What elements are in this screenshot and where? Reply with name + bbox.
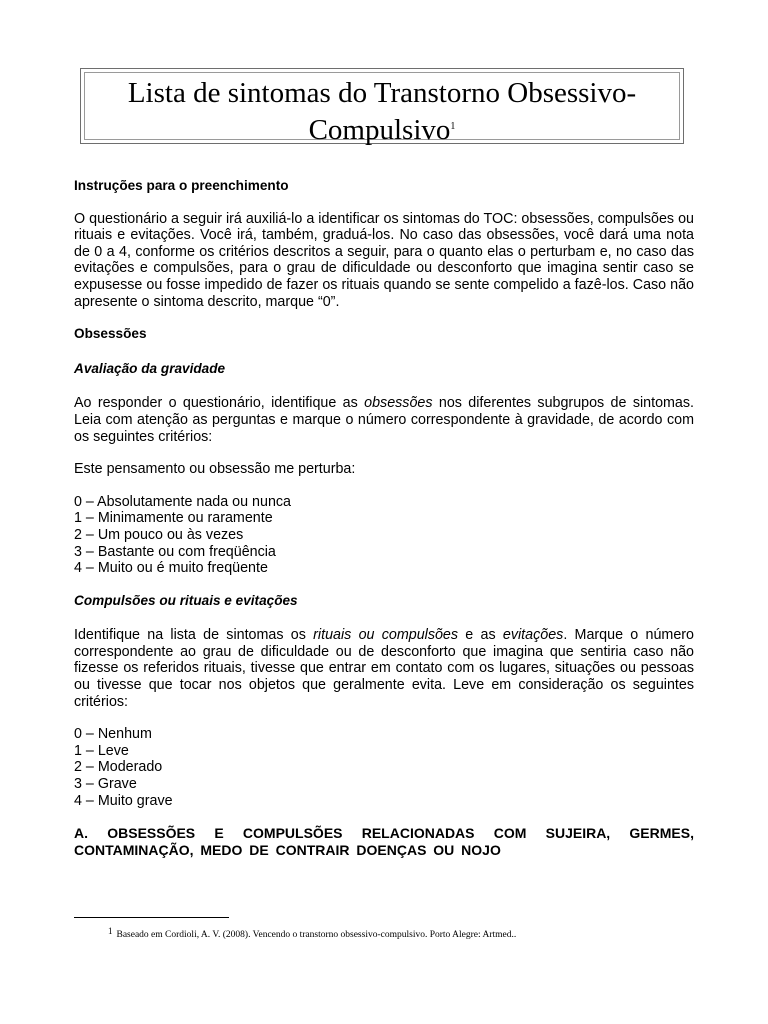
footnote (108, 925, 668, 941)
obsession-scale-item: 2 – Um pouco ou às vezes (74, 526, 244, 543)
section-a-heading: A. OBSESSÕES E COMPULSÕES RELACIONADAS COM SUJEIRA, GERMES, CONTAMINAÇÃO, MEDO DE CONTRAIR DOENÇAS OU NOJO (74, 825, 694, 859)
document-title (84, 72, 680, 146)
severity-heading: Avaliação da gravidade (74, 360, 226, 376)
compulsion-scale-item: 3 – Grave (74, 776, 137, 793)
title-line-1: Lista de sintomas do Transtorno Obsessivo- (127, 77, 637, 109)
instructions-paragraph: O questionário a seguir irá auxiliá-lo a identificar os sintomas do TOC: obsessões, compulsões ou rituais e evitações. Você irá, também, graduá-los. No caso das obsessões, você dará uma nota de 0 a 4, conforme os critérios descritos a seguir, para o quanto elas o perturbam e, no caso das evitações e compulsões, para o grau de dificuldade ou desconforto que imagina sentir caso se expusesse ou fosse impedido de fazer os rituais quando se sente compelido a fazê-los. Caso não apresente o sintoma descrito, marque “0”. (74, 210, 694, 310)
compulsions-text-italic-1: rituais ou compulsões (313, 627, 459, 644)
title-box (80, 68, 684, 144)
severity-text-2: nos diferentes subgrupos de sintomas. Leia com atenção as perguntas e marque o número correspondente à gravidade, de acordo com os seguintes critérios: (74, 395, 694, 445)
obsession-scale-item: 0 – Absolutamente nada ou nunca (74, 493, 292, 510)
compulsion-scale-item: 1 – Leve (74, 742, 129, 759)
compulsions-text-3: . Marque o número correspondente ao grau de dificuldade ou de desconforto que imagina que sentiria caso não fizesse os referidos rituais, tivesse que entrar em contato com os lugares, situações ou pessoas ou tivesse que tocar nos objetos que geralmente evita. Leve em consideração os seguintes critérios: (74, 627, 695, 710)
compulsions-text-italic-2: evitações (502, 627, 564, 644)
obsession-scale-item: 4 – Muito ou é muito freqüente (74, 560, 268, 577)
compulsion-scale-list (74, 726, 694, 809)
compulsions-paragraph (74, 627, 694, 710)
footnote-text: Baseado em Cordioli, A. V. (2008). Vencendo o transtorno obsessivo-compulsivo. Porto Alegre: Artmed.. (116, 930, 517, 940)
title-footnote-mark: 1 (450, 121, 456, 132)
obsession-prompt: Este pensamento ou obsessão me perturba: (74, 461, 356, 478)
title-line-2-text: Compulsivo (308, 114, 451, 146)
footnote-mark: 1 (108, 926, 113, 936)
compulsions-text-2: e as (458, 627, 503, 644)
obsession-scale-list (74, 494, 694, 577)
severity-text-italic: obsessões (364, 395, 433, 412)
title-line-2 (85, 110, 679, 147)
instructions-heading: Instruções para o preenchimento (74, 178, 289, 193)
compulsion-scale-item: 2 – Moderado (74, 759, 163, 776)
severity-paragraph (74, 395, 694, 445)
compulsions-text-1: Identifique na lista de sintomas os (74, 627, 314, 644)
compulsion-scale-item: 4 – Muito grave (74, 792, 173, 809)
compulsions-heading: Compulsões ou rituais e evitações (74, 592, 298, 608)
footnote-separator (74, 917, 229, 918)
document-body (74, 178, 694, 859)
obsessions-heading: Obsessões (74, 326, 147, 342)
obsession-scale-item: 1 – Minimamente ou raramente (74, 510, 273, 527)
compulsion-scale-item: 0 – Nenhum (74, 726, 152, 743)
severity-text-1: Ao responder o questionário, identifique as (74, 395, 365, 412)
obsession-scale-item: 3 – Bastante ou com freqüência (74, 543, 276, 560)
